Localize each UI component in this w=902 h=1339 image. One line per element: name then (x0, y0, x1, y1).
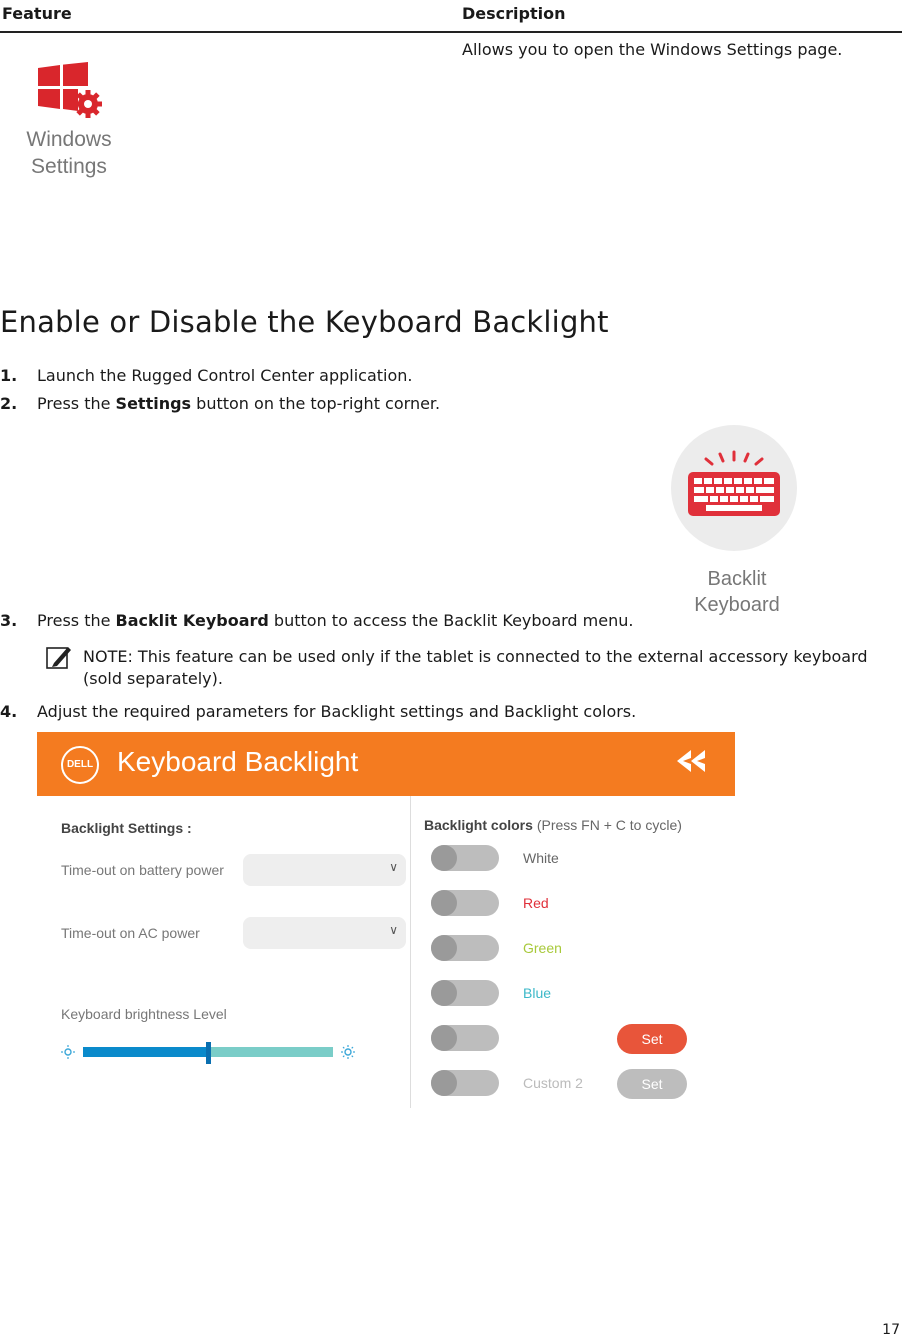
brightness-slider[interactable] (83, 1047, 333, 1057)
note-body: This feature can be used only if the tablet is connected to the external accessory keyboard (sold separately). (83, 647, 868, 688)
note-text (83, 646, 873, 690)
step-text (37, 611, 633, 631)
toggle-custom-1[interactable] (431, 1025, 499, 1051)
toggle-knob (431, 845, 457, 871)
backlit-keyboard-button (664, 422, 804, 622)
timeout-battery-dropdown[interactable] (243, 854, 406, 886)
settings-title: Backlight Settings : (61, 820, 192, 836)
step-bold-settings: Settings (115, 394, 192, 413)
color-label-white: White (523, 850, 559, 866)
step-number: 3. (0, 611, 18, 630)
toggle-knob (431, 935, 457, 961)
set-button-custom-2[interactable]: Set (617, 1069, 687, 1099)
timeout-ac-dropdown[interactable] (243, 917, 406, 949)
step-text-post: button on the top-right corner. (191, 394, 441, 413)
color-label-red: Red (523, 895, 549, 911)
color-label-blue: Blue (523, 985, 552, 1001)
backlight-settings-pane (37, 796, 411, 1108)
color-label-green: Green (523, 940, 562, 956)
windows-gear-icon (38, 62, 102, 118)
section-title: Enable or Disable the Keyboard Backlight (0, 305, 609, 339)
table-header (0, 0, 902, 33)
windows-settings-label-line1: Windows (26, 128, 112, 151)
app-header (37, 732, 735, 796)
colors-title-text: Backlight colors (424, 817, 533, 833)
backlit-label-line1: Backlit (707, 568, 767, 590)
toggle-knob (431, 980, 457, 1006)
toggle-knob (431, 1025, 457, 1051)
toggle-knob (431, 890, 457, 916)
toggle-blue[interactable] (431, 980, 499, 1006)
step-bold-backlit: Backlit Keyboard (115, 611, 269, 630)
keyboard-backlight-app (37, 732, 735, 1108)
timeout-ac-label: Time-out on AC power (61, 925, 200, 941)
step-number: 2. (0, 394, 18, 413)
row-description: Allows you to open the Windows Settings page. (462, 40, 843, 59)
brightness-low-icon (61, 1045, 75, 1059)
step-text (37, 394, 440, 414)
set-button-custom-1[interactable]: Set (617, 1024, 687, 1054)
step-number: 4. (0, 702, 18, 721)
chevron-down-icon: ∨ (389, 923, 398, 937)
column-header-feature: Feature (2, 4, 72, 23)
slider-rest (208, 1047, 333, 1057)
note-pencil-icon (46, 645, 72, 669)
toggle-custom-2[interactable] (431, 1070, 499, 1096)
toggle-white[interactable] (431, 845, 499, 871)
colors-hint: (Press FN + C to cycle) (536, 817, 682, 833)
dell-logo: DELL (61, 746, 99, 784)
column-header-description: Description (462, 4, 566, 23)
step-text-pre: Press the (37, 394, 116, 413)
toggle-green[interactable] (431, 935, 499, 961)
color-label-custom-2: Custom 2 (523, 1075, 583, 1091)
windows-settings-icon (22, 60, 116, 185)
step-text: Launch the Rugged Control Center application. (37, 366, 413, 385)
app-title: Keyboard Backlight (117, 746, 359, 777)
brightness-high-icon (341, 1045, 355, 1059)
timeout-battery-label: Time-out on battery power (61, 862, 224, 878)
toggle-knob (431, 1070, 457, 1096)
windows-settings-label-line2: Settings (31, 155, 107, 178)
back-chevron-icon[interactable] (677, 750, 707, 772)
toggle-red[interactable] (431, 890, 499, 916)
note-label: NOTE: (83, 647, 133, 666)
slider-fill (83, 1047, 208, 1057)
page-number: 17 (882, 1322, 900, 1338)
step-text-post: button to access the Backlit Keyboard menu. (268, 611, 634, 630)
backlit-label-line2: Keyboard (694, 594, 780, 616)
brightness-label: Keyboard brightness Level (61, 1006, 227, 1022)
step-number: 1. (0, 366, 18, 385)
chevron-down-icon: ∨ (389, 860, 398, 874)
step-text: Adjust the required parameters for Backlight settings and Backlight colors. (37, 702, 637, 721)
keyboard-backlight-icon (682, 450, 786, 520)
slider-thumb[interactable] (206, 1042, 211, 1064)
colors-title (424, 817, 682, 833)
step-text-pre: Press the (37, 611, 116, 630)
